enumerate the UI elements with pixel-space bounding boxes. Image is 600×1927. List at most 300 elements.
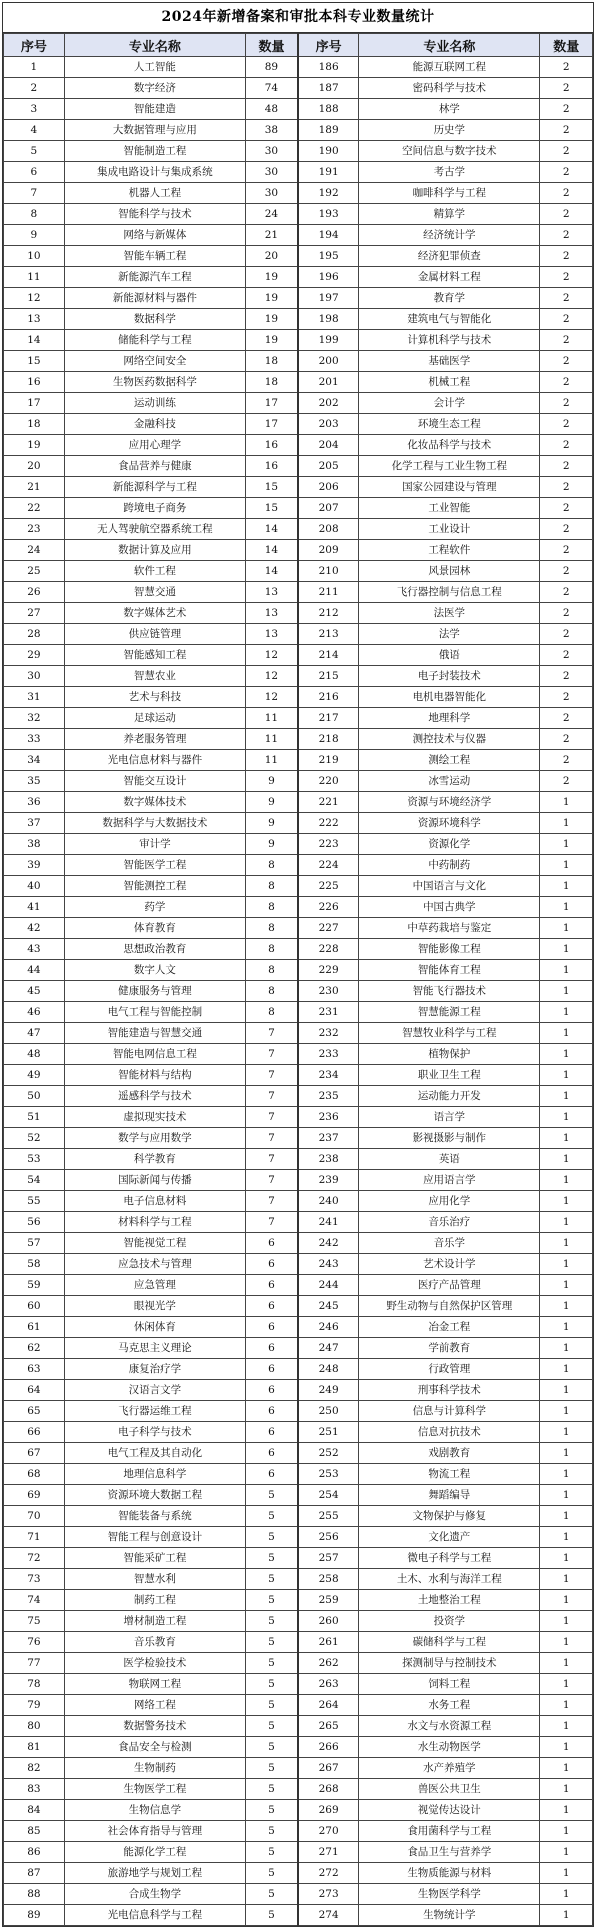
left-no-cell: 76 [4,1632,65,1653]
left-count-cell: 12 [245,687,298,708]
table-row [4,288,593,309]
left-name-cell: 智能视觉工程 [64,1233,245,1254]
right-count-cell: 1 [540,1737,593,1758]
right-count-cell: 2 [540,687,593,708]
left-count-cell: 30 [245,141,298,162]
right-no-cell: 260 [298,1611,359,1632]
right-name-cell: 能源互联网工程 [359,57,540,78]
right-no-cell: 250 [298,1401,359,1422]
table-row [4,1863,593,1884]
right-name-cell: 空间信息与数字技术 [359,141,540,162]
left-name-cell: 集成电路设计与集成系统 [64,162,245,183]
table-row [4,162,593,183]
right-name-cell: 应用化学 [359,1191,540,1212]
left-no-cell: 10 [4,246,65,267]
right-no-cell: 263 [298,1674,359,1695]
left-no-cell: 60 [4,1296,65,1317]
left-no-cell: 41 [4,897,65,918]
left-name-cell: 生物医药数据科学 [64,372,245,393]
right-no-cell: 248 [298,1359,359,1380]
table-row [4,99,593,120]
right-count-cell: 2 [540,246,593,267]
left-name-cell: 数字媒体艺术 [64,603,245,624]
left-count-cell: 8 [245,876,298,897]
left-no-cell: 62 [4,1338,65,1359]
right-no-cell: 186 [298,57,359,78]
right-no-cell: 219 [298,750,359,771]
header-no-right: 序号 [298,34,359,57]
right-name-cell: 探测制导与控制技术 [359,1653,540,1674]
left-name-cell: 应用心理学 [64,435,245,456]
left-no-cell: 75 [4,1611,65,1632]
right-no-cell: 239 [298,1170,359,1191]
left-name-cell: 大数据管理与应用 [64,120,245,141]
right-count-cell: 1 [540,1884,593,1905]
right-count-cell: 1 [540,1296,593,1317]
left-count-cell: 11 [245,750,298,771]
right-count-cell: 1 [540,1128,593,1149]
left-no-cell: 53 [4,1149,65,1170]
right-count-cell: 2 [540,645,593,666]
right-no-cell: 270 [298,1821,359,1842]
right-count-cell: 1 [540,1905,593,1926]
right-name-cell: 化学工程与工业生物工程 [359,456,540,477]
left-name-cell: 电子科学与技术 [64,1422,245,1443]
table-row [4,351,593,372]
left-count-cell: 5 [245,1821,298,1842]
left-no-cell: 64 [4,1380,65,1401]
left-no-cell: 46 [4,1002,65,1023]
right-no-cell: 207 [298,498,359,519]
left-count-cell: 5 [245,1569,298,1590]
table-row [4,1905,593,1926]
right-name-cell: 测控技术与仪器 [359,729,540,750]
right-count-cell: 2 [540,603,593,624]
left-count-cell: 19 [245,267,298,288]
table-row [4,897,593,918]
left-name-cell: 储能科学与工程 [64,330,245,351]
right-name-cell: 行政管理 [359,1359,540,1380]
right-no-cell: 254 [298,1485,359,1506]
right-name-cell: 智能影像工程 [359,939,540,960]
left-count-cell: 9 [245,792,298,813]
right-no-cell: 257 [298,1548,359,1569]
right-name-cell: 法医学 [359,603,540,624]
table-row [4,456,593,477]
right-name-cell: 测绘工程 [359,750,540,771]
table-row [4,540,593,561]
left-count-cell: 7 [245,1086,298,1107]
right-name-cell: 资源环境科学 [359,813,540,834]
right-name-cell: 经济统计学 [359,225,540,246]
right-name-cell: 野生动物与自然保护区管理 [359,1296,540,1317]
majors-table [3,33,593,1926]
table-row [4,1653,593,1674]
right-count-cell: 1 [540,1506,593,1527]
left-count-cell: 6 [245,1422,298,1443]
table-row [4,267,593,288]
right-name-cell: 电机电器智能化 [359,687,540,708]
left-count-cell: 8 [245,855,298,876]
table-row [4,582,593,603]
right-no-cell: 252 [298,1443,359,1464]
right-count-cell: 1 [540,981,593,1002]
right-count-cell: 1 [540,1779,593,1800]
left-name-cell: 光电信息材料与器件 [64,750,245,771]
right-name-cell: 工程软件 [359,540,540,561]
right-no-cell: 212 [298,603,359,624]
right-name-cell: 中国古典学 [359,897,540,918]
right-name-cell: 金属材料工程 [359,267,540,288]
right-count-cell: 1 [540,813,593,834]
right-count-cell: 1 [540,1758,593,1779]
right-name-cell: 经济犯罪侦查 [359,246,540,267]
right-no-cell: 200 [298,351,359,372]
left-count-cell: 7 [245,1023,298,1044]
left-no-cell: 69 [4,1485,65,1506]
right-count-cell: 2 [540,330,593,351]
right-name-cell: 计算机科学与技术 [359,330,540,351]
right-name-cell: 智能体育工程 [359,960,540,981]
left-count-cell: 5 [245,1737,298,1758]
left-count-cell: 9 [245,771,298,792]
right-count-cell: 2 [540,435,593,456]
left-no-cell: 30 [4,666,65,687]
header-name-left: 专业名称 [64,34,245,57]
table-row [4,771,593,792]
right-name-cell: 信息与计算科学 [359,1401,540,1422]
left-count-cell: 8 [245,981,298,1002]
right-name-cell: 风景园林 [359,561,540,582]
right-name-cell: 资源与环境经济学 [359,792,540,813]
left-count-cell: 7 [245,1044,298,1065]
left-no-cell: 7 [4,183,65,204]
right-count-cell: 1 [540,1233,593,1254]
left-count-cell: 18 [245,372,298,393]
right-no-cell: 236 [298,1107,359,1128]
right-name-cell: 资源化学 [359,834,540,855]
left-count-cell: 6 [245,1464,298,1485]
right-no-cell: 234 [298,1065,359,1086]
left-name-cell: 网络工程 [64,1695,245,1716]
right-no-cell: 202 [298,393,359,414]
left-name-cell: 医学检验技术 [64,1653,245,1674]
right-no-cell: 251 [298,1422,359,1443]
right-no-cell: 238 [298,1149,359,1170]
table-row [4,1191,593,1212]
right-count-cell: 1 [540,939,593,960]
left-count-cell: 6 [245,1254,298,1275]
right-count-cell: 1 [540,1716,593,1737]
right-no-cell: 197 [298,288,359,309]
table-row [4,1128,593,1149]
table-row [4,1842,593,1863]
left-no-cell: 35 [4,771,65,792]
right-name-cell: 植物保护 [359,1044,540,1065]
right-count-cell: 1 [540,1569,593,1590]
table-row [4,435,593,456]
right-name-cell: 医疗产品管理 [359,1275,540,1296]
table-row [4,1044,593,1065]
left-count-cell: 74 [245,78,298,99]
table-row [4,1065,593,1086]
table-row [4,834,593,855]
left-count-cell: 5 [245,1506,298,1527]
right-name-cell: 会计学 [359,393,540,414]
table-row [4,1170,593,1191]
table-row [4,729,593,750]
right-no-cell: 258 [298,1569,359,1590]
left-name-cell: 虚拟现实技术 [64,1107,245,1128]
right-name-cell: 咖啡科学与工程 [359,183,540,204]
right-name-cell: 生物医学科学 [359,1884,540,1905]
left-count-cell: 8 [245,939,298,960]
table-row [4,330,593,351]
left-count-cell: 13 [245,582,298,603]
left-name-cell: 数据科学与大数据技术 [64,813,245,834]
right-count-cell: 1 [540,876,593,897]
right-count-cell: 2 [540,162,593,183]
right-no-cell: 203 [298,414,359,435]
left-name-cell: 智能科学与技术 [64,204,245,225]
left-count-cell: 6 [245,1380,298,1401]
left-count-cell: 19 [245,330,298,351]
right-count-cell: 2 [540,456,593,477]
left-count-cell: 38 [245,120,298,141]
left-no-cell: 89 [4,1905,65,1926]
right-no-cell: 188 [298,99,359,120]
right-no-cell: 190 [298,141,359,162]
table-row [4,1401,593,1422]
left-name-cell: 无人驾驶航空器系统工程 [64,519,245,540]
left-count-cell: 5 [245,1842,298,1863]
right-count-cell: 1 [540,1254,593,1275]
right-name-cell: 中药制药 [359,855,540,876]
left-count-cell: 5 [245,1632,298,1653]
left-no-cell: 27 [4,603,65,624]
table-row [4,561,593,582]
left-name-cell: 应急管理 [64,1275,245,1296]
right-no-cell: 247 [298,1338,359,1359]
right-name-cell: 学前教育 [359,1338,540,1359]
left-count-cell: 11 [245,729,298,750]
right-name-cell: 微电子科学与工程 [359,1548,540,1569]
left-name-cell: 网络与新媒体 [64,225,245,246]
right-name-cell: 水务工程 [359,1695,540,1716]
table-row [4,960,593,981]
left-count-cell: 13 [245,603,298,624]
right-name-cell: 电子封装技术 [359,666,540,687]
left-name-cell: 材料科学与工程 [64,1212,245,1233]
right-count-cell: 1 [540,918,593,939]
right-count-cell: 1 [540,1653,593,1674]
header-no-left: 序号 [4,34,65,57]
right-name-cell: 戏剧教育 [359,1443,540,1464]
right-count-cell: 2 [540,225,593,246]
left-name-cell: 智能感知工程 [64,645,245,666]
table-row [4,1023,593,1044]
table-row [4,372,593,393]
table-row [4,1380,593,1401]
left-name-cell: 汉语言文学 [64,1380,245,1401]
right-name-cell: 音乐治疗 [359,1212,540,1233]
left-no-cell: 70 [4,1506,65,1527]
left-count-cell: 89 [245,57,298,78]
left-count-cell: 8 [245,918,298,939]
left-no-cell: 84 [4,1800,65,1821]
left-name-cell: 数据计算及应用 [64,540,245,561]
left-count-cell: 7 [245,1170,298,1191]
left-count-cell: 5 [245,1800,298,1821]
left-count-cell: 6 [245,1338,298,1359]
left-no-cell: 72 [4,1548,65,1569]
right-no-cell: 217 [298,708,359,729]
right-count-cell: 1 [540,1632,593,1653]
left-name-cell: 音乐教育 [64,1632,245,1653]
left-name-cell: 跨境电子商务 [64,498,245,519]
right-no-cell: 237 [298,1128,359,1149]
left-name-cell: 智能车辆工程 [64,246,245,267]
right-count-cell: 1 [540,1674,593,1695]
left-name-cell: 飞行器运维工程 [64,1401,245,1422]
table-row [4,1359,593,1380]
right-no-cell: 242 [298,1233,359,1254]
table-row [4,1884,593,1905]
right-no-cell: 273 [298,1884,359,1905]
right-no-cell: 272 [298,1863,359,1884]
table-row [4,1254,593,1275]
right-name-cell: 投资学 [359,1611,540,1632]
right-count-cell: 1 [540,1821,593,1842]
right-count-cell: 1 [540,1380,593,1401]
left-no-cell: 38 [4,834,65,855]
right-no-cell: 226 [298,897,359,918]
left-name-cell: 新能源汽车工程 [64,267,245,288]
left-name-cell: 康复治疗学 [64,1359,245,1380]
right-no-cell: 253 [298,1464,359,1485]
right-no-cell: 265 [298,1716,359,1737]
right-count-cell: 1 [540,1359,593,1380]
left-count-cell: 11 [245,708,298,729]
left-count-cell: 7 [245,1065,298,1086]
right-no-cell: 255 [298,1506,359,1527]
table-row [4,939,593,960]
right-count-cell: 2 [540,288,593,309]
left-no-cell: 63 [4,1359,65,1380]
table-row [4,246,593,267]
right-no-cell: 231 [298,1002,359,1023]
left-count-cell: 5 [245,1758,298,1779]
left-no-cell: 9 [4,225,65,246]
left-no-cell: 17 [4,393,65,414]
right-count-cell: 1 [540,1548,593,1569]
right-count-cell: 2 [540,309,593,330]
right-name-cell: 食品卫生与营养学 [359,1842,540,1863]
left-name-cell: 新能源科学与工程 [64,477,245,498]
right-name-cell: 历史学 [359,120,540,141]
table-row [4,1086,593,1107]
left-name-cell: 软件工程 [64,561,245,582]
left-no-cell: 4 [4,120,65,141]
right-no-cell: 221 [298,792,359,813]
left-name-cell: 思想政治教育 [64,939,245,960]
right-count-cell: 1 [540,1338,593,1359]
left-count-cell: 19 [245,309,298,330]
left-no-cell: 32 [4,708,65,729]
left-name-cell: 地理信息科学 [64,1464,245,1485]
left-no-cell: 36 [4,792,65,813]
left-no-cell: 51 [4,1107,65,1128]
right-no-cell: 262 [298,1653,359,1674]
left-no-cell: 45 [4,981,65,1002]
left-count-cell: 7 [245,1128,298,1149]
left-no-cell: 24 [4,540,65,561]
right-name-cell: 视觉传达设计 [359,1800,540,1821]
left-count-cell: 7 [245,1212,298,1233]
left-name-cell: 养老服务管理 [64,729,245,750]
table-row [4,78,593,99]
left-count-cell: 5 [245,1653,298,1674]
right-name-cell: 物流工程 [359,1464,540,1485]
left-name-cell: 智能电网信息工程 [64,1044,245,1065]
right-count-cell: 1 [540,1842,593,1863]
table-row [4,1296,593,1317]
right-no-cell: 243 [298,1254,359,1275]
right-no-cell: 213 [298,624,359,645]
left-no-cell: 23 [4,519,65,540]
table-row [4,687,593,708]
left-no-cell: 73 [4,1569,65,1590]
right-count-cell: 1 [540,1422,593,1443]
right-name-cell: 应用语言学 [359,1170,540,1191]
right-no-cell: 241 [298,1212,359,1233]
right-count-cell: 2 [540,351,593,372]
right-count-cell: 2 [540,57,593,78]
table-row [4,1737,593,1758]
right-count-cell: 2 [540,393,593,414]
right-no-cell: 192 [298,183,359,204]
right-count-cell: 2 [540,141,593,162]
left-count-cell: 5 [245,1611,298,1632]
left-count-cell: 6 [245,1443,298,1464]
right-name-cell: 工业设计 [359,519,540,540]
right-count-cell: 1 [540,855,593,876]
left-name-cell: 运动训练 [64,393,245,414]
left-no-cell: 49 [4,1065,65,1086]
right-name-cell: 建筑电气与智能化 [359,309,540,330]
table-row [4,750,593,771]
left-name-cell: 数学与应用数学 [64,1128,245,1149]
left-count-cell: 5 [245,1779,298,1800]
left-no-cell: 1 [4,57,65,78]
right-count-cell: 1 [540,1485,593,1506]
left-name-cell: 电气工程及其自动化 [64,1443,245,1464]
table-row [4,813,593,834]
right-name-cell: 智慧牧业科学与工程 [359,1023,540,1044]
left-no-cell: 52 [4,1128,65,1149]
left-name-cell: 应急技术与管理 [64,1254,245,1275]
left-name-cell: 智能材料与结构 [64,1065,245,1086]
left-no-cell: 25 [4,561,65,582]
left-count-cell: 6 [245,1359,298,1380]
left-count-cell: 12 [245,666,298,687]
table-row [4,981,593,1002]
right-count-cell: 2 [540,78,593,99]
table-row [4,1443,593,1464]
table-row [4,1002,593,1023]
table-row [4,1275,593,1296]
left-no-cell: 21 [4,477,65,498]
